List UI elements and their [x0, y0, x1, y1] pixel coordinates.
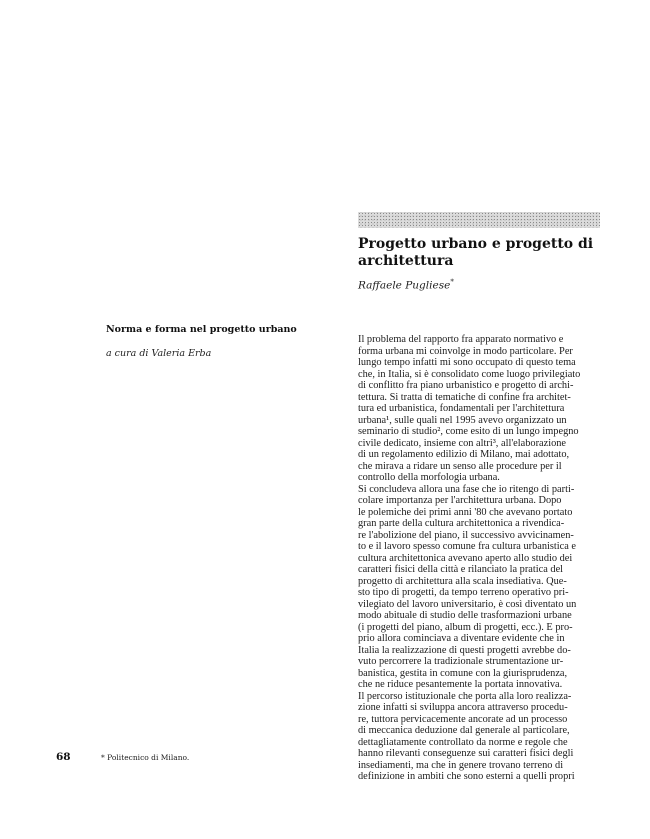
body-line: tura ed urbanistica, fondamentali per l'architettura: [358, 403, 565, 414]
body-line: controllo della morfologia urbana.: [358, 472, 500, 483]
article-author: [358, 278, 454, 292]
body-line: gran parte della cultura architettonica a rivendica-: [358, 518, 565, 529]
body-line: modo abituale di studio delle trasformazioni urbane: [358, 610, 572, 621]
body-line: prio allora cominciava a diventare evidente che in: [358, 633, 565, 644]
body-line: urbana¹, sulle quali nel 1995 avevo organizzato un: [358, 414, 567, 426]
body-line: di meccanica deduzione dal generale al particolare,: [358, 725, 570, 736]
body-line: lungo tempo infatti mi sono occupato di questo tema: [358, 357, 576, 368]
body-line: re l'abolizione del piano, il successivo avvicinamen-: [358, 529, 574, 541]
body-line: re, tuttora pervicacemente ancorate ad un processo: [358, 713, 568, 725]
section-title: Norma e forma nel progetto urbano: [106, 324, 297, 335]
body-line: insediamenti, ma che in genere trovano terreno di: [358, 759, 564, 771]
body-line: le polemiche dei primi anni '80 che avevano portato: [358, 506, 573, 518]
body-line: to e il lavoro spesso comune fra cultura urbanistica e: [358, 541, 577, 552]
body-line: sto tipo di progetti, da tempo terreno operativo pri-: [358, 587, 569, 598]
body-line: che ne riduce pesantemente la portata innovativa.: [358, 679, 563, 690]
body-line: colare importanza per l'architettura urbana. Dopo: [358, 495, 562, 506]
page-number: 68: [56, 751, 71, 763]
body-line: vilegiato del lavoro universitario, è così diventato un: [358, 598, 577, 610]
body-line: Italia la realizzazione di questi progetti avrebbe do-: [358, 644, 571, 656]
body-line: vuto percorrere la tradizionale strumentazione ur-: [358, 656, 564, 667]
body-line: banistica, gestita in comune con la giurisprudenza,: [358, 667, 568, 679]
body-line: cultura architettonica avevano aperto allo studio dei: [358, 552, 573, 564]
body-line: Si concludeva allora una fase che io ritengo di parti-: [358, 483, 575, 495]
body-line: di un regolamento edilizio di Milano, mai adottato,: [358, 449, 570, 460]
body-line: Il percorso istituzionale che porta alla loro realizza-: [358, 690, 572, 702]
body-line: tettura. Si tratta di tematiche di confine fra architet-: [358, 391, 571, 403]
body-line: definizione in ambiti che sono esterni a quelli propri: [358, 771, 575, 782]
body-line: caratteri fisici della città e rilanciato la pratica del: [358, 564, 564, 575]
body-line: hanno rilevanti conseguenze sui caratteri fisici degli: [358, 748, 574, 759]
title-header-band: [358, 212, 600, 228]
body-line: civile dedicato, insieme con altri³, all'elaborazione: [358, 437, 567, 449]
author-name: Raffaele Pugliese: [358, 279, 451, 292]
body-line: Il problema del rapporto fra apparato normativo e: [358, 334, 564, 345]
body-line: di conflitto fra piano urbanistico e progetto di archi-: [358, 380, 574, 391]
author-footnote-mark: *: [450, 278, 454, 286]
body-line: (i progetti del piano, album di progetti, ecc.). E pro-: [358, 621, 573, 633]
section-editor: a cura di Valeria Erba: [106, 348, 212, 359]
body-line: che mirava a ridare un senso alle procedure per il: [358, 460, 562, 472]
body-line: dettagliatamente controllato da norme e regole che: [358, 736, 568, 748]
article-body: [358, 334, 596, 783]
article-title: Progetto urbano e progetto di architettura: [358, 236, 594, 269]
body-line: seminario di studio², come esito di un lungo impegno: [358, 426, 579, 437]
body-line: che, in Italia, si è consolidato come luogo privilegiato: [358, 368, 581, 380]
footnote: * Politecnico di Milano.: [101, 753, 190, 762]
body-line: progetto di architettura alla scala insediativa. Que-: [358, 575, 567, 587]
body-line: forma urbana mi coinvolge in modo particolare. Per: [358, 345, 573, 357]
body-line: zione infatti si sviluppa ancora attraverso procedu-: [358, 702, 568, 713]
